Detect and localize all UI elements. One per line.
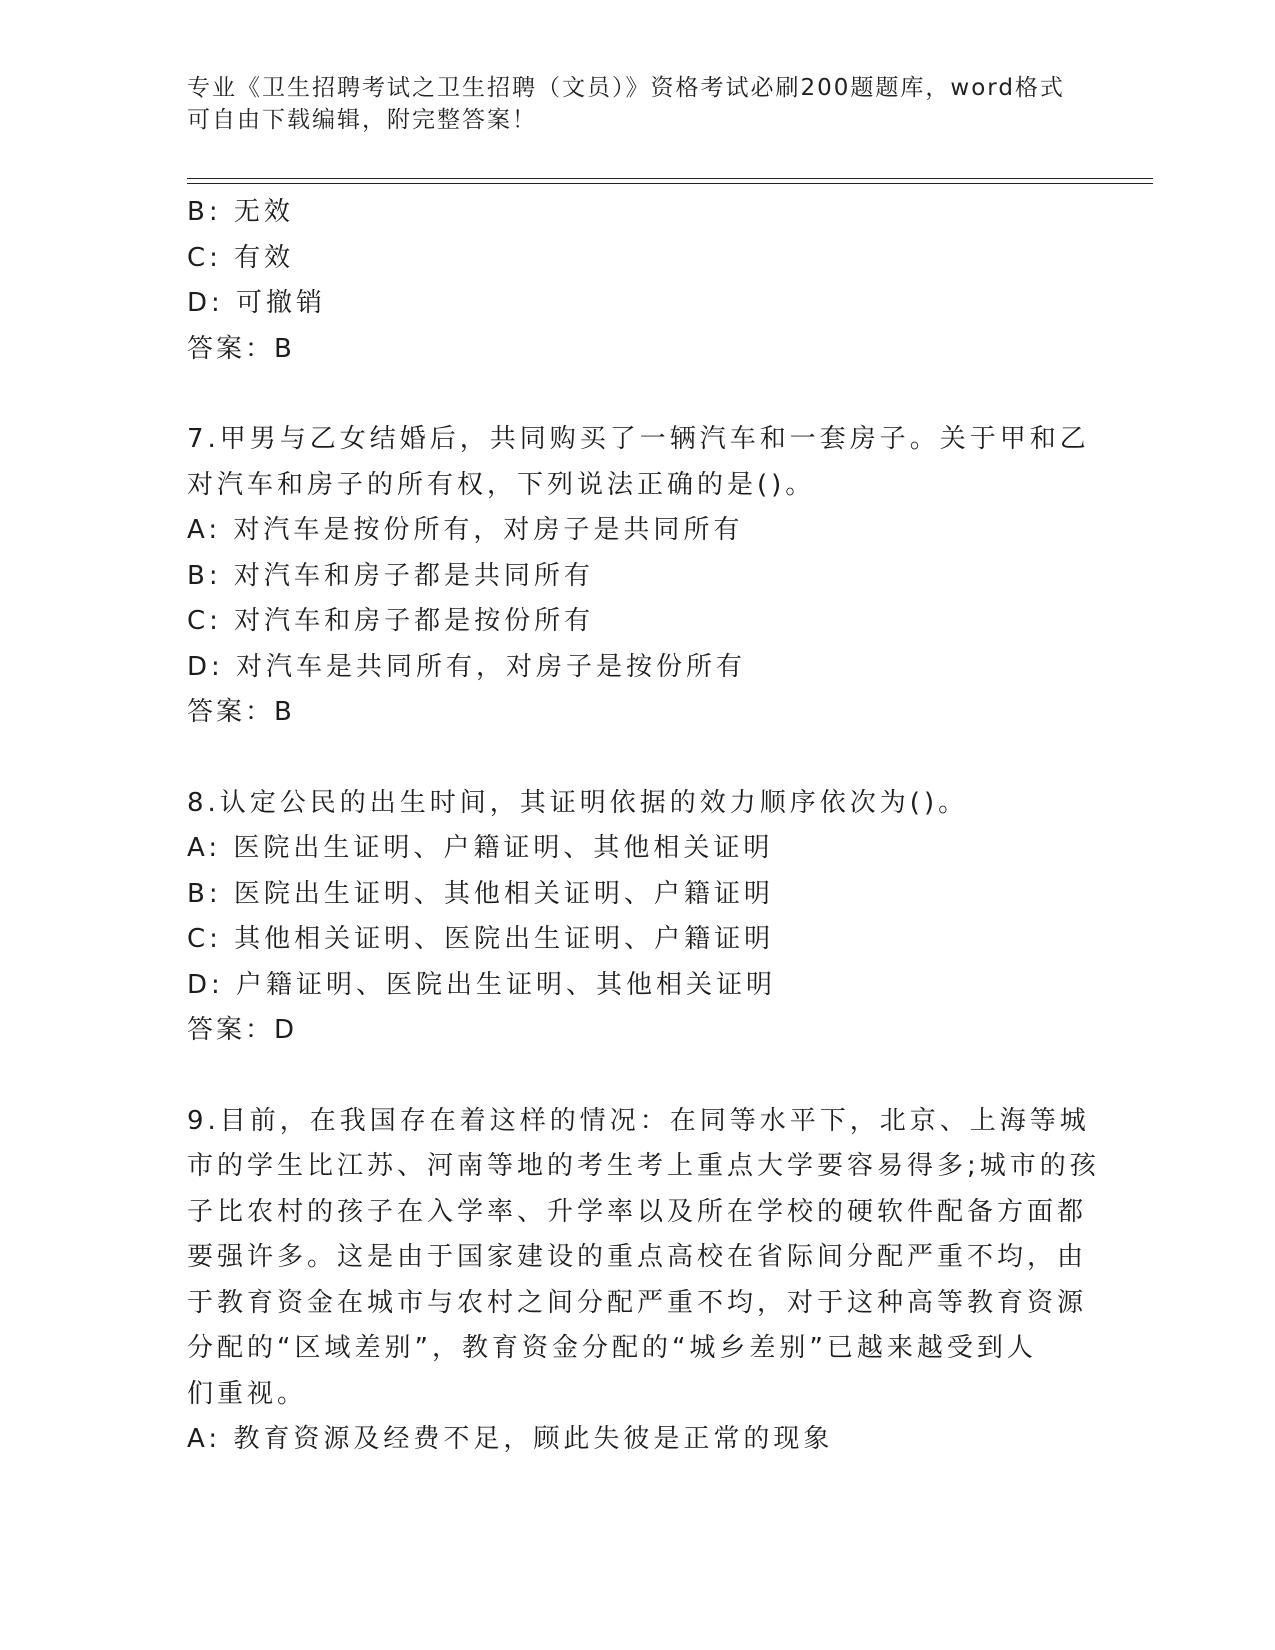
option-b: B: 无效 bbox=[187, 197, 294, 227]
header-rule-top bbox=[187, 178, 1153, 179]
document-header bbox=[187, 72, 1067, 136]
question-stem: 要强许多。这是由于国家建设的重点高校在省际间分配严重不均，由 bbox=[187, 1242, 1088, 1272]
question-stem: 们重视。 bbox=[187, 1378, 308, 1409]
header-line-1: 专业《卫生招聘考试之卫生招聘（文员）》资格考试必刷200题题库，word格式 bbox=[187, 75, 1065, 101]
question-stem: 7.甲男与乙女结婚后，共同购买了一辆汽车和一套房子。关于甲和乙 bbox=[187, 424, 1090, 454]
option-a: A: 对汽车是按份所有，对房子是共同所有 bbox=[187, 515, 744, 545]
option-b: B: 对汽车和房子都是共同所有 bbox=[187, 560, 594, 591]
option-d: D: 可撤销 bbox=[187, 288, 327, 318]
question-stem: 分配的“区域差别”，教育资金分配的“城乡差别”已越来越受到人 bbox=[187, 1333, 1037, 1363]
answer: 答案：B bbox=[187, 697, 295, 727]
question-9 bbox=[187, 1099, 1100, 1463]
question-8 bbox=[187, 781, 1087, 1054]
option-d: D: 户籍证明、医院出生证明、其他相关证明 bbox=[187, 969, 777, 1000]
question-stem: 子比农村的孩子在入学率、升学率以及所在学校的硬软件配备方面都 bbox=[187, 1196, 1088, 1227]
question-stem: 市的学生比江苏、河南等地的考生考上重点大学要容易得多;城市的孩 bbox=[187, 1151, 1100, 1181]
option-c: C: 有效 bbox=[187, 242, 295, 273]
question-stem: 对汽车和房子的所有权，下列说法正确的是()。 bbox=[187, 469, 816, 500]
option-c: C: 其他相关证明、医院出生证明、户籍证明 bbox=[187, 924, 775, 954]
question-stem: 于教育资金在城市与农村之间分配严重不均，对于这种高等教育资源 bbox=[187, 1287, 1088, 1318]
option-a: A: 教育资源及经费不足，顾此失彼是正常的现象 bbox=[187, 1424, 834, 1454]
option-b: B: 医院出生证明、其他相关证明、户籍证明 bbox=[187, 878, 774, 909]
question-stem: 9.目前，在我国存在着这样的情况：在同等水平下，北京、上海等城 bbox=[187, 1105, 1090, 1136]
question-7 bbox=[187, 417, 1090, 736]
document-body bbox=[187, 190, 1100, 1463]
header-line-2: 可自由下载编辑，附完整答案！ bbox=[187, 107, 537, 133]
question-6 bbox=[187, 190, 1087, 372]
option-c: C: 对汽车和房子都是按份所有 bbox=[187, 606, 595, 636]
header-rule-bottom bbox=[187, 183, 1153, 184]
answer: 答案：D bbox=[187, 1015, 298, 1045]
option-d: D: 对汽车是共同所有，对房子是按份所有 bbox=[187, 651, 747, 682]
answer: 答案：B bbox=[187, 333, 295, 364]
question-stem: 8.认定公民的出生时间，其证明依据的效力顺序依次为()。 bbox=[187, 787, 969, 818]
option-a: A: 医院出生证明、户籍证明、其他相关证明 bbox=[187, 833, 774, 863]
